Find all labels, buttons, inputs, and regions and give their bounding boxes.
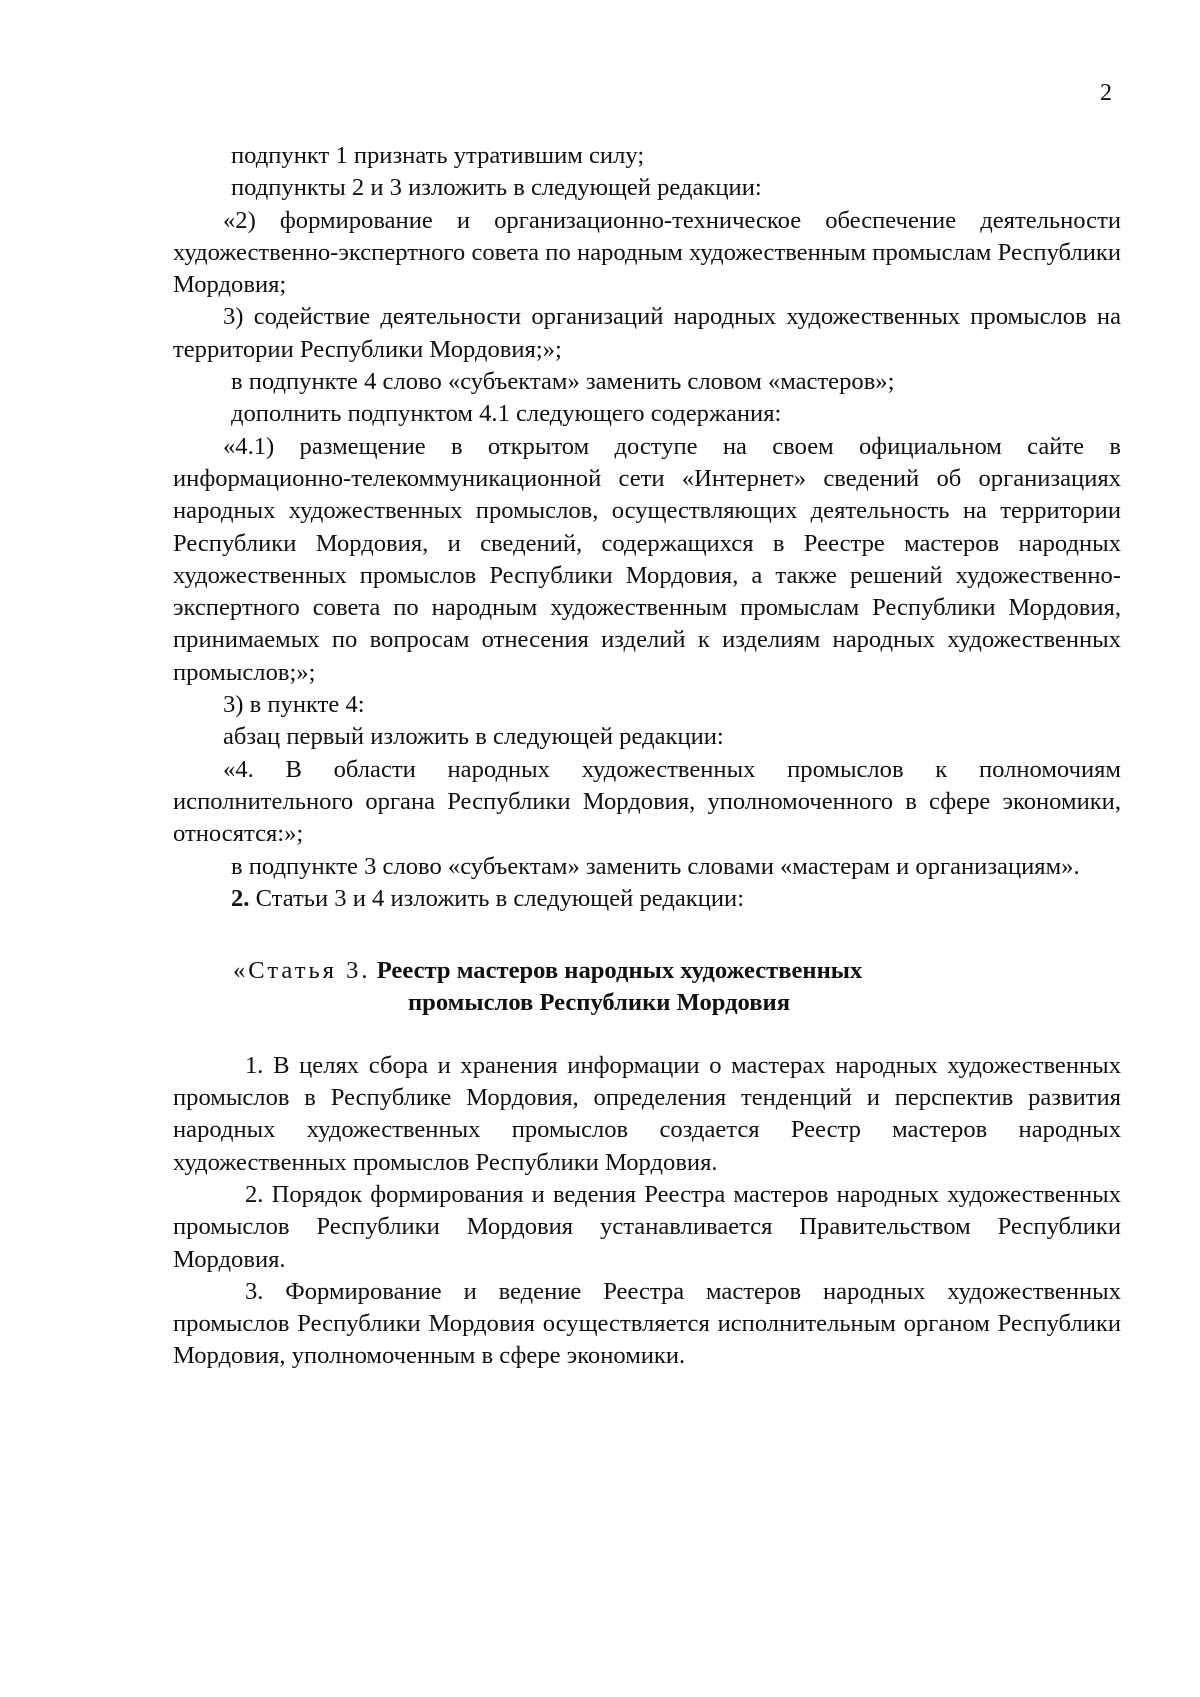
paragraph-subpoint-2-text: «2) формирование и организационно-техническое обеспечение деятельности художественно-экспертного совета по народным художественным промыслам Республики Мордовия; — [173, 206, 1121, 299]
paragraph-subpoint-4-1-text: «4.1) размещение в открытом доступе на своем официальном сайте в информационно-телекоммуникационной сети «Интернет» сведений об организациях народных художественных промыслов, осуществляющих деятельность на территории Республики Мордовия, и сведений, содержащихся в Реестре мастеров народных художественных промыслов Республики Мордовия, а также решений художественно-экспертного совета по народным художественным промыслам Республики Мордовия, принимаемых по вопросам отнесения изделий к изделиям народных художественных промыслов;»; — [173, 432, 1121, 686]
article-title-line-1: Реестр мастеров народных художественных — [376, 957, 863, 985]
article-paragraph-1: 1. В целях сбора и хранения информации о мастерах народных художественных промыслов в Республике Мордовия, определения тенденций и перспектив развития народных художественных промыслов создается Реестр мастеров народных художественных промыслов Республики Мордовия. — [173, 1051, 1121, 1176]
paragraph-subpoint-3-replace: в подпункте 3 слово «субъектам» заменить словами «мастерам и организациям». — [231, 852, 1080, 880]
paragraph-first-abzac: абзац первый изложить в следующей редакции: — [223, 723, 724, 751]
article-paragraph-3: 3. Формирование и ведение Реестра мастеров народных художественных промыслов Республики Мордовия осуществляется исполнительным органом Республики Мордовия, уполномоченным в сфере экономики. — [173, 1277, 1121, 1370]
article-3-heading — [173, 955, 1121, 1020]
paragraph-point-4-intro: 3) в пункте 4: — [223, 691, 365, 719]
article-paragraph-2: 2. Порядок формирования и ведения Реестра мастеров народных художественных промыслов Республики Мордовия устанавливается Правительством Республики Мордовия. — [173, 1180, 1121, 1273]
paragraph-subpoint-4-replace: в подпункте 4 слово «субъектам» заменить словом «мастеров»; — [231, 368, 895, 396]
document-body — [173, 140, 1121, 1373]
article-heading-line-1 — [173, 955, 1121, 987]
item-2-text: Статьи 3 и 4 изложить в следующей редакции: — [249, 884, 745, 912]
item-2-number: 2. — [231, 884, 250, 912]
paragraph-point-4-text: «4. В области народных художественных промыслов к полномочиям исполнительного органа Республики Мордовия, уполномоченного в сфере экономики, относятся:»; — [173, 755, 1121, 848]
paragraph-subpoint-3-text: 3) содействие деятельности организаций народных художественных промыслов на территории Республики Мордовия;»; — [173, 303, 1121, 363]
paragraph-subpoints-2-3-intro: подпункты 2 и 3 изложить в следующей редакции: — [231, 174, 762, 202]
paragraph-item-2 — [173, 883, 1121, 915]
article-prefix: «Статья 3. — [233, 957, 371, 985]
article-title-line-2: промыслов Республики Мордовия — [408, 989, 790, 1017]
page-number: 2 — [1100, 80, 1112, 106]
paragraph-subpoint-1-repeal: подпункт 1 признать утратившим силу; — [231, 142, 645, 169]
paragraph-add-subpoint-4-1: дополнить подпунктом 4.1 следующего содержания: — [231, 400, 782, 428]
